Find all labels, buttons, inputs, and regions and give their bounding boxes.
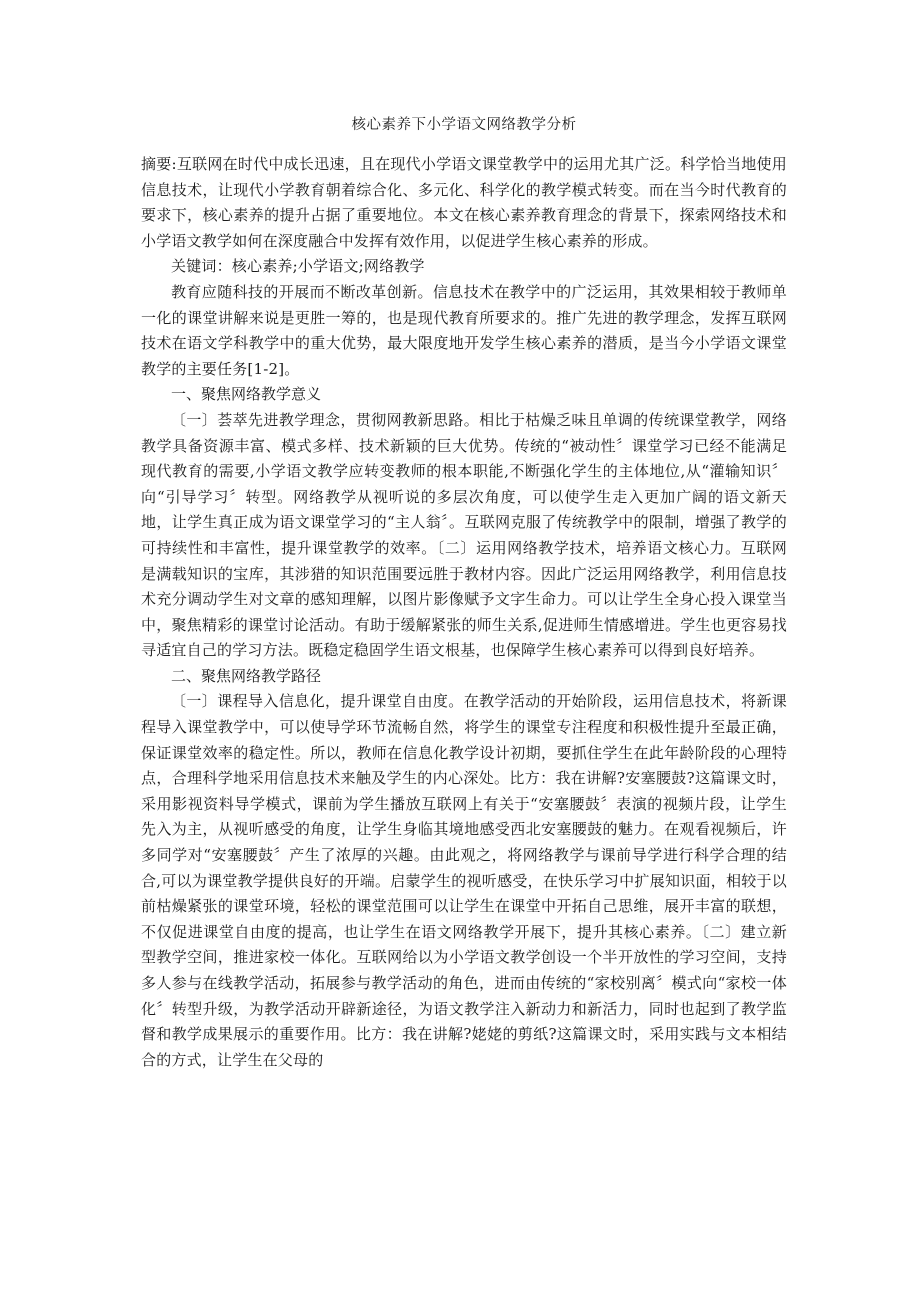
section-body-1: 〔一〕荟萃先进教学理念，贯彻网教新思路。相比于枯燥乏味且单调的传统课堂教学，网络教学具备资源丰富、模式多样、技术新颖的巨大优势。传统的“被动性〞课堂学习已经不能满足现代教育的需要,小学语文教学应转变教师的根本职能,不断强化学生的主体地位,从“灌输知识〞向“引导学习〞转型。网络教学从视听说的多层次角度，可以使学生走入更加广阔的语文新天地，让学生真正成为语文课堂学习的“主人翁〞。互联网克服了传统教学中的限制，增强了教学的可持续性和丰富性，提升课堂教学的效率。〔二〕运用网络教学技术，培养语文核心力。互联网是满载知识的宝库，其涉猎的知识范围要远胜于教材内容。因此广泛运用网络教学，利用信息技术充分调动学生对文章的感知理解，以图片影像赋予文字生命力。可以让学生全身心投入课堂当中，聚焦精彩的课堂讨论活动。有助于缓解紧张的师生关系,促进师生情感增进。学生也更容易找寻适宜自己的学习方法。既稳定稳固学生语文根基，也保障学生核心素养可以得到良好培养。 xyxy=(141,410,787,660)
section-heading-2: 二、聚焦网络教学路径 xyxy=(171,666,322,685)
document-page xyxy=(141,110,787,1073)
abstract-paragraph: 摘要:互联网在时代中成长迅速，且在现代小学语文课堂教学中的运用尤其广泛。科学恰当地使用信息技术，让现代小学教育朝着综合化、多元化、科学化的教学模式转变。而在当今时代教育的要求下，核心素养的提升占据了重要地位。本文在核心素养教育理念的背景下，探索网络技术和小学语文教学如何在深度融合中发挥有效作用，以促进学生核心素养的形成。 xyxy=(141,155,787,250)
section-body-2: 〔一〕课程导入信息化，提升课堂自由度。在教学活动的开始阶段，运用信息技术，将新课程导入课堂教学中，可以使导学环节流畅自然，将学生的课堂专注程度和积极性提升至最正确，保证课堂效率的稳定性。所以，教师在信息化教学设计初期，要抓住学生在此年龄阶段的心理特点，合理科学地采用信息技术来触及学生的内心深处。比方：我在讲解?安塞腰鼓?这篇课文时，采用影视资料导学模式，课前为学生播放互联网上有关于“安塞腰鼓〞表演的视频片段，让学生先入为主，从视听感受的角度，让学生身临其境地感受西北安塞腰鼓的魅力。在观看视频后，许多同学对“安塞腰鼓〞产生了浓厚的兴趣。由此观之，将网络教学与课前导学进行科学合理的结合,可以为课堂教学提供良好的开端。启蒙学生的视听感受，在快乐学习中扩展知识面，相较于以前枯燥紧张的课堂环境，轻松的课堂范围可以让学生在课堂中开拓自己思维，展开丰富的联想，不仅促进课堂自由度的提高，也让学生在语文网络教学开展下，提升其核心素养。〔二〕建立新型教学空间，推进家校一体化。互联网给以为小学语文教学创设一个半开放性的学习空间，支持多人参与在线教学活动，拓展参与教学活动的角色，进而由传统的“家校别离〞模式向“家校一体化〞转型升级，为教学活动开辟新途径，为语文教学注入新动力和新活力，同时也起到了教学监督和教学成果展示的重要作用。比方：我在讲解?姥姥的剪纸?这篇课文时，采用实践与文本相结合的方式，让学生在父母的 xyxy=(141,692,787,1069)
keywords-line: 关键词：核心素养;小学语文;网络教学 xyxy=(171,257,425,276)
section-heading-1: 一、聚焦网络教学意义 xyxy=(171,385,322,404)
document-title: 核心素养下小学语文网络教学分析 xyxy=(351,117,577,133)
intro-paragraph: 教育应随科技的开展而不断改革创新。信息技术在教学中的广泛运用，其效果相较于教师单一化的课堂讲解来说是更胜一筹的，也是现代教育所要求的。推广先进的教学理念，发挥互联网技术在语文学科教学中的重大优势，最大限度地开发学生核心素养的潜质，是当今小学语文课堂教学的主要任务[1-2]。 xyxy=(141,282,787,378)
